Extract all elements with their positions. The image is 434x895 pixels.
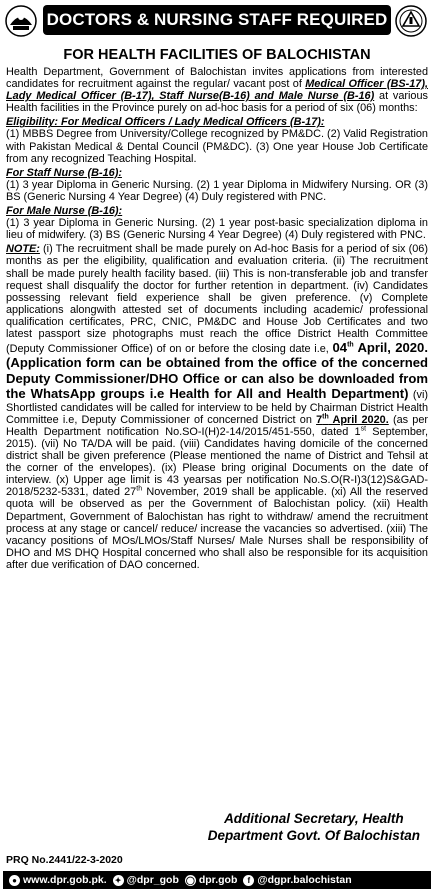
note-text-1: (i) The recruitment shall be made purely on Ad-hoc Basis for a period of six (06) months as per the eligibility, qualification and evaluation criteria. (ii) The recruitment shall be made purely health facility based. (iii) This is non-transferable job and transfer request shall disqualify the doctor for further retention in department. (iv) Candidates possessing relevant field experience shall be given preference. (v) Complete applications alongwith attested set of documents including academic/ professional qualification certificates, PRC, CNIC, PM&DC and House Job Certificates and two latest passport size photographs must reach the office District Health Committee (Deputy Commissioner Office) of on or before the closing date i.e, — [6, 243, 428, 356]
note-text-2: (vi) Shortlisted candidates will be called for interview to be held by Chairman District Health Committee i.e, Deputy Commissioner of concerned District on — [6, 389, 428, 426]
facebook-item[interactable] — [243, 874, 351, 886]
closing-date-sup: th — [347, 341, 354, 349]
note-text-4: September, 2015). (vii) No TA/DA will be paid. (viii) Candidates having domicile of the concerned district shall be given preference (Please mentioned the name of District and Tehsil at the corner of the envelopes). (ix) Please bring original Documents on the date of interview. (x) Upper age limit is 43 yearsas per notification No.S.O(R-I)3(12)S&GAD-2018/5232-5331, dated 27 — [6, 425, 428, 499]
staff-nurse-heading: For Staff Nurse (B-16): — [6, 166, 122, 179]
note-label: NOTE: — [6, 243, 40, 256]
interview-date-day: 7 — [316, 413, 323, 426]
interview-date-rest: April 2020. — [328, 413, 389, 426]
intro-paragraph — [6, 66, 428, 114]
balochistan-emblem-logo — [5, 5, 37, 37]
instagram-icon: ◯ — [185, 875, 195, 885]
eligibility-heading: Eligibility: For Medical Officers / Lady Medical Officers (B-17): — [6, 116, 325, 129]
note-text-3: (as per Health Department notification No.SO-I(H)2-14/2015/451-550, dated 1 — [6, 413, 428, 438]
advertisement-body — [6, 66, 428, 571]
facebook-icon: f — [243, 875, 254, 886]
staff-nurse-text: (1) 3 year Diploma in Generic Nursing. (2) 1 year Diploma in Midwifery Nursing. OR (3) BS (Generic Nursing 4 Year Degree) (4) Duly registered with PNC. — [6, 178, 428, 203]
twitter-link[interactable]: @dpr_gob — [126, 874, 179, 886]
facebook-link[interactable]: @dgpr.balochistan — [257, 874, 352, 886]
signature-line-2: Department Govt. Of Balochistan — [207, 828, 420, 843]
interview-date-sup: th — [322, 413, 329, 421]
male-nurse-text: (1) 3 year Diploma in Generic Nursing. (2) 1 year post-basic specialization diploma in lieu of midwifery. (3) BS (Generic Nursing 4 Year Degree) (4) Duly registered with PNC. — [6, 217, 428, 242]
interview-date — [316, 414, 389, 426]
globe-icon: ● — [9, 875, 20, 886]
posts-list: Medical Officer (BS-17), Lady Medical Officer (B-17), Staff Nurse(B-16) and Male Nurse (B-16) — [6, 78, 428, 103]
health-department-logo — [395, 5, 427, 37]
application-form-notice: (Application form can be obtained from the office of the concerned Deputy Commissioner/DHO Office or can also be downloaded from the WhatsApp groups i.e Health for All and Health Department) — [6, 355, 428, 402]
instagram-link[interactable]: dpr.gob — [198, 874, 238, 886]
closing-date-rest: April, 2020. — [353, 340, 428, 356]
note-text-5: November, 2019 shall be applicable. (xi) All the reserved quota will be observed as per the Government of Balochistan policy. (xii) Health Department, Government of Balochistan has right to withdraw/ amend the recruitment process at any stage or cancel/ reduce/ increase the vacancies so advertised. (xiii) The vacancy positions of MOs/LMOs/Staff Nurses/ Male Nurses shall be responsibility of DHO and MS DHQ Hospital concerned who shall also be responsible for its acquisition after due verification of DAO concerned. — [6, 486, 428, 571]
note-sup-2: th — [136, 485, 143, 493]
page-title: DOCTORS & NURSING STAFF REQUIRED — [46, 10, 388, 29]
prq-number: PRQ No.2441/22-3-2020 — [6, 854, 123, 866]
closing-date-day: 04 — [332, 340, 348, 356]
instagram-item[interactable] — [185, 874, 238, 886]
signature-block — [208, 810, 420, 844]
title-banner — [43, 5, 391, 35]
intro-text-end: at various Health facilities in the Province purely on ad-hoc basis for a period of six (06) months: — [6, 90, 428, 115]
website-link[interactable]: www.dpr.gob.pk. — [23, 874, 107, 886]
closing-date — [332, 340, 428, 355]
website-item[interactable] — [9, 874, 107, 886]
note-sup-1: st — [360, 425, 367, 433]
twitter-item[interactable] — [113, 874, 179, 886]
header — [3, 3, 429, 39]
signature-line-1: Additional Secretary, Health — [224, 811, 404, 826]
footer-bar — [3, 871, 431, 889]
eligibility-text: (1) MBBS Degree from University/College recognized by PM&DC. (2) Valid Registration with Pakistan Medical & Dental Council (PM&DC). (3) One year House Job Certificate from any recognized Teaching Hospital. — [6, 128, 428, 165]
twitter-icon: ✦ — [113, 875, 124, 886]
intro-text: Health Department, Government of Balochistan invites applications from interested candidates for recruitment against the regular/ vacant post of — [6, 66, 428, 91]
page-subtitle: FOR HEALTH FACILITIES OF BALOCHISTAN — [63, 47, 371, 63]
male-nurse-heading: For Male Nurse (B-16): — [6, 205, 123, 218]
note-paragraph — [6, 243, 428, 571]
